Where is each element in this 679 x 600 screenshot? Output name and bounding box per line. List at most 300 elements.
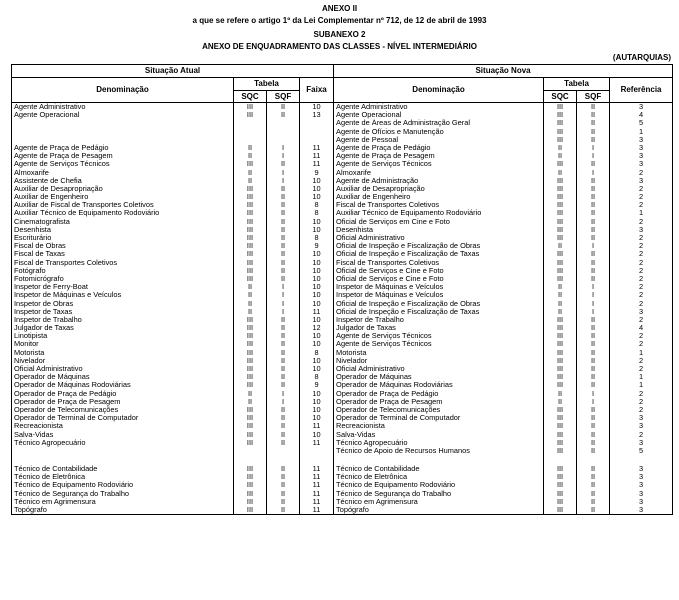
table-row (12, 398, 673, 406)
table-row (12, 357, 673, 365)
annex-subtitle: a que se refere o artigo 1º da Lei Complementar nº 712, de 12 de abril de 1993 (192, 16, 487, 25)
table-body (12, 103, 673, 515)
new-denomination: Inspetor de Trabalho (334, 316, 544, 324)
table-row (12, 414, 673, 422)
document-title: ANEXO DE ENQUADRAMENTO DAS CLASSES - NÍVEL INTERMEDIÁRIO (202, 42, 477, 51)
new-sqc: III (544, 365, 577, 373)
current-sqc: III (234, 193, 267, 201)
table-row (12, 465, 673, 473)
new-reference: 3 (610, 473, 673, 481)
current-range: 8 (300, 234, 334, 242)
table-row (12, 390, 673, 398)
new-sqf: II (577, 481, 610, 489)
new-sqc: III (544, 259, 577, 267)
new-sqf: II (577, 218, 610, 226)
current-denomination: Salva-Vidas (12, 431, 234, 439)
current-sqc: III (234, 160, 267, 168)
table-row (12, 218, 673, 226)
new-reference: 1 (610, 381, 673, 389)
new-denomination: Motorista (334, 349, 544, 357)
current-denomination: Operador de Máquinas Rodoviárias (12, 381, 234, 389)
current-range: 8 (300, 349, 334, 357)
current-denomination: Inspetor de Taxas (12, 308, 234, 316)
new-sqc: III (544, 506, 577, 515)
table-row (12, 234, 673, 242)
current-sqc: II (234, 300, 267, 308)
current-sqf: I (267, 291, 300, 299)
new-reference: 3 (610, 103, 673, 112)
new-denomination: Inspetor de Máquinas e Veículos (334, 291, 544, 299)
table-row (12, 185, 673, 193)
current-sqc: III (234, 226, 267, 234)
new-sqf: II (577, 332, 610, 340)
new-denomination: Agente de Praça de Pesagem (334, 152, 544, 160)
current-denomination: Técnico Agropecuário (12, 439, 234, 447)
current-range: 10 (300, 357, 334, 365)
current-denomination: Auxiliar Técnico de Equipamento Rodoviário (12, 209, 234, 217)
new-reference: 3 (610, 506, 673, 515)
current-sqc: II (234, 291, 267, 299)
current-sqc-header: SQC (234, 91, 267, 103)
new-denomination: Salva-Vidas (334, 431, 544, 439)
table-row (12, 160, 673, 168)
current-denomination: Auxiliar de Engenheiro (12, 193, 234, 201)
new-sqf: I (577, 283, 610, 291)
current-range: 11 (300, 465, 334, 473)
current-denomination: Inspetor de Obras (12, 300, 234, 308)
current-sqc (234, 447, 267, 455)
current-sqc: III (234, 381, 267, 389)
current-sqf (267, 455, 300, 465)
current-sqf: I (267, 300, 300, 308)
new-denomination: Agente de Serviços Técnicos (334, 332, 544, 340)
table-row (12, 308, 673, 316)
new-sqc-header: SQC (544, 91, 577, 103)
current-sqf: II (267, 201, 300, 209)
new-denomination: Operador de Máquinas Rodoviárias (334, 381, 544, 389)
new-denomination: Agente de Áreas de Administração Geral (334, 119, 544, 127)
new-denomination: Oficial Administrativo (334, 234, 544, 242)
new-sqc: III (544, 209, 577, 217)
current-denomination: Nivelador (12, 357, 234, 365)
new-sqc: II (544, 169, 577, 177)
new-reference: 3 (610, 490, 673, 498)
current-sqc (234, 128, 267, 136)
current-denomination: Auxiliar de Desapropriação (12, 185, 234, 193)
new-reference: 3 (610, 481, 673, 489)
current-sqf: I (267, 169, 300, 177)
new-sqc (544, 455, 577, 465)
current-denomination: Topógrafo (12, 506, 234, 515)
new-reference: 2 (610, 398, 673, 406)
new-denomination: Agente Administrativo (334, 103, 544, 112)
current-sqf: II (267, 242, 300, 250)
new-reference: 3 (610, 439, 673, 447)
current-denomination: Técnico de Segurança do Trabalho (12, 490, 234, 498)
table-row (12, 455, 673, 465)
current-sqc: III (234, 373, 267, 381)
new-reference: 2 (610, 357, 673, 365)
new-reference: 3 (610, 308, 673, 316)
new-denomination: Auxiliar de Desapropriação (334, 185, 544, 193)
new-reference: 1 (610, 209, 673, 217)
table-row (12, 193, 673, 201)
new-denomination-header: Denominação (334, 78, 544, 103)
current-sqf: II (267, 160, 300, 168)
new-sqc: III (544, 234, 577, 242)
new-sqf: II (577, 414, 610, 422)
new-sqc: III (544, 340, 577, 348)
new-sqf: II (577, 340, 610, 348)
new-reference: 3 (610, 152, 673, 160)
current-range: 11 (300, 481, 334, 489)
current-range: 10 (300, 316, 334, 324)
current-sqc: III (234, 414, 267, 422)
new-sqc: III (544, 185, 577, 193)
current-range: 9 (300, 242, 334, 250)
current-sqf: I (267, 308, 300, 316)
new-sqf: I (577, 144, 610, 152)
new-sqf: II (577, 431, 610, 439)
current-denomination: Operador de Praça de Pesagem (12, 398, 234, 406)
new-sqf: II (577, 439, 610, 447)
new-sqc: III (544, 119, 577, 127)
new-sqf: II (577, 160, 610, 168)
current-range: 10 (300, 414, 334, 422)
current-range: 11 (300, 473, 334, 481)
new-reference: 2 (610, 275, 673, 283)
new-sqf: II (577, 447, 610, 455)
new-sqc: II (544, 291, 577, 299)
new-sqf: II (577, 103, 610, 112)
new-denomination: Técnico Agropecuário (334, 439, 544, 447)
current-sqc: III (234, 111, 267, 119)
new-reference: 2 (610, 340, 673, 348)
current-range: 11 (300, 498, 334, 506)
current-situation-header: Situação Atual (12, 65, 334, 78)
new-reference: 2 (610, 291, 673, 299)
current-sqc: III (234, 365, 267, 373)
new-sqf: II (577, 316, 610, 324)
new-reference: 2 (610, 300, 673, 308)
new-sqf: II (577, 193, 610, 201)
current-sqc: II (234, 390, 267, 398)
current-sqf: II (267, 226, 300, 234)
current-sqf: II (267, 234, 300, 242)
current-sqc: II (234, 398, 267, 406)
current-range: 10 (300, 177, 334, 185)
current-denomination: Fiscal de Transportes Coletivos (12, 259, 234, 267)
current-sqc: III (234, 465, 267, 473)
table-row (12, 431, 673, 439)
new-sqf: II (577, 128, 610, 136)
current-range: 8 (300, 201, 334, 209)
new-sqf: I (577, 152, 610, 160)
new-sqc: III (544, 160, 577, 168)
new-denomination: Fiscal de Transportes Coletivos (334, 201, 544, 209)
current-denomination: Técnico de Eletrônica (12, 473, 234, 481)
new-reference: 2 (610, 201, 673, 209)
table-row (12, 291, 673, 299)
current-sqf: II (267, 332, 300, 340)
new-sqc: III (544, 439, 577, 447)
new-denomination: Agente de Administração (334, 177, 544, 185)
current-sqc: III (234, 439, 267, 447)
new-reference: 5 (610, 447, 673, 455)
current-range (300, 447, 334, 455)
current-denomination-header: Denominação (12, 78, 234, 103)
new-reference: 3 (610, 422, 673, 430)
new-sqc: II (544, 398, 577, 406)
new-reference: 3 (610, 136, 673, 144)
new-sqf: I (577, 300, 610, 308)
current-sqf: II (267, 218, 300, 226)
new-sqf: I (577, 398, 610, 406)
new-denomination: Oficial de Serviços e Cine e Foto (334, 275, 544, 283)
current-range (300, 455, 334, 465)
new-reference: 4 (610, 111, 673, 119)
current-sqc: III (234, 234, 267, 242)
new-denomination: Agente de Serviços Técnicos (334, 340, 544, 348)
new-denomination: Agente Operacional (334, 111, 544, 119)
current-sqc: III (234, 357, 267, 365)
new-reference: 3 (610, 226, 673, 234)
new-reference: 2 (610, 250, 673, 258)
current-sqc: III (234, 506, 267, 515)
current-sqf: II (267, 324, 300, 332)
new-sqc: III (544, 332, 577, 340)
current-sqc: III (234, 324, 267, 332)
current-sqc: III (234, 218, 267, 226)
current-sqf: II (267, 490, 300, 498)
current-denomination: Inspetor de Ferry-Boat (12, 283, 234, 291)
table-row (12, 209, 673, 217)
subannex-title: SUBANEXO 2 (313, 30, 366, 39)
new-reference: 2 (610, 169, 673, 177)
current-sqc: III (234, 473, 267, 481)
table-row (12, 439, 673, 447)
current-sqc: II (234, 283, 267, 291)
current-denomination (12, 455, 234, 465)
new-reference: 3 (610, 498, 673, 506)
new-denomination: Operador de Praça de Pesagem (334, 398, 544, 406)
current-range: 11 (300, 160, 334, 168)
new-reference: 1 (610, 373, 673, 381)
current-sqf: II (267, 111, 300, 119)
new-denomination: Técnico de Equipamento Rodoviário (334, 481, 544, 489)
current-denomination: Almoxarife (12, 169, 234, 177)
current-denomination: Inspetor de Trabalho (12, 316, 234, 324)
scope-label: (AUTARQUIAS) (612, 53, 671, 62)
current-sqf: I (267, 177, 300, 185)
new-sqc: II (544, 308, 577, 316)
range-header: Faixa (300, 78, 334, 103)
current-range: 10 (300, 365, 334, 373)
current-range: 13 (300, 111, 334, 119)
new-sqf: II (577, 381, 610, 389)
new-sqc: III (544, 373, 577, 381)
current-sqc: III (234, 267, 267, 275)
current-denomination: Julgador de Taxas (12, 324, 234, 332)
new-sqf (577, 455, 610, 465)
new-sqc: III (544, 414, 577, 422)
current-sqf: II (267, 365, 300, 373)
table-row (12, 422, 673, 430)
new-sqc: III (544, 422, 577, 430)
current-sqc: III (234, 201, 267, 209)
current-sqf: II (267, 414, 300, 422)
new-sqc: III (544, 498, 577, 506)
table-row (12, 381, 673, 389)
new-reference: 2 (610, 242, 673, 250)
current-denomination (12, 136, 234, 144)
current-denomination: Inspetor de Máquinas e Veículos (12, 291, 234, 299)
current-sqc: III (234, 431, 267, 439)
new-reference: 2 (610, 193, 673, 201)
new-denomination: Fiscal de Transportes Coletivos (334, 259, 544, 267)
new-sqc: III (544, 103, 577, 112)
table-row (12, 283, 673, 291)
new-sqc: II (544, 242, 577, 250)
new-denomination: Inspetor de Máquinas e Veículos (334, 283, 544, 291)
new-reference: 2 (610, 365, 673, 373)
new-sqf: II (577, 473, 610, 481)
current-denomination: Fotógrafo (12, 267, 234, 275)
current-sqf: II (267, 431, 300, 439)
table-row (12, 119, 673, 127)
table-row (12, 316, 673, 324)
new-reference: 3 (610, 144, 673, 152)
new-reference: 2 (610, 259, 673, 267)
current-sqf: II (267, 103, 300, 112)
new-sqf: II (577, 119, 610, 127)
new-table-header: Tabela (544, 78, 610, 91)
current-range: 10 (300, 218, 334, 226)
current-sqf (267, 128, 300, 136)
new-sqc: III (544, 250, 577, 258)
current-range: 10 (300, 275, 334, 283)
new-sqf: I (577, 308, 610, 316)
current-sqc: III (234, 242, 267, 250)
new-sqf: II (577, 422, 610, 430)
current-denomination: Fiscal de Obras (12, 242, 234, 250)
current-denomination: Recreacionista (12, 422, 234, 430)
current-sqf: II (267, 185, 300, 193)
new-sqf: II (577, 373, 610, 381)
current-sqc: III (234, 250, 267, 258)
table-row (12, 111, 673, 119)
table-row (12, 324, 673, 332)
current-denomination: Assistente de Chefia (12, 177, 234, 185)
current-denomination: Agente Operacional (12, 111, 234, 119)
current-range: 10 (300, 103, 334, 112)
current-range: 10 (300, 283, 334, 291)
new-reference: 3 (610, 465, 673, 473)
current-denomination: Agente de Praça de Pedágio (12, 144, 234, 152)
current-denomination: Agente de Praça de Pesagem (12, 152, 234, 160)
current-sqc (234, 119, 267, 127)
new-denomination: Técnico em Agrimensura (334, 498, 544, 506)
new-denomination: Técnico de Eletrônica (334, 473, 544, 481)
current-denomination: Fiscal de Taxas (12, 250, 234, 258)
new-sqf: I (577, 390, 610, 398)
current-range: 10 (300, 390, 334, 398)
current-denomination (12, 119, 234, 127)
new-reference: 4 (610, 324, 673, 332)
current-sqf: I (267, 283, 300, 291)
current-sqf: II (267, 481, 300, 489)
current-sqf (267, 119, 300, 127)
current-range: 11 (300, 439, 334, 447)
current-range: 10 (300, 185, 334, 193)
new-reference: 2 (610, 234, 673, 242)
new-sqc: III (544, 193, 577, 201)
current-range (300, 128, 334, 136)
new-situation-header: Situação Nova (334, 65, 673, 78)
current-range: 8 (300, 373, 334, 381)
reference-header: Referência (610, 78, 673, 103)
current-sqc: III (234, 422, 267, 430)
new-denomination: Oficial de Serviços em Cine e Foto (334, 218, 544, 226)
new-sqc: III (544, 324, 577, 332)
table-row (12, 250, 673, 258)
current-range: 10 (300, 259, 334, 267)
current-sqf: I (267, 390, 300, 398)
new-reference: 2 (610, 267, 673, 275)
current-denomination: Operador de Praça de Pedágio (12, 390, 234, 398)
current-range: 10 (300, 300, 334, 308)
new-denomination: Operador de Telecomunicações (334, 406, 544, 414)
current-sqc: II (234, 169, 267, 177)
current-denomination: Linotipista (12, 332, 234, 340)
new-denomination: Técnico de Apoio de Recursos Humanos (334, 447, 544, 455)
current-sqc: III (234, 209, 267, 217)
current-range: 10 (300, 250, 334, 258)
new-sqf: II (577, 365, 610, 373)
new-sqc: III (544, 431, 577, 439)
new-sqf: II (577, 177, 610, 185)
current-denomination: Auxiliar de Fiscal de Transportes Coletivos (12, 201, 234, 209)
new-sqc: III (544, 267, 577, 275)
current-sqc: III (234, 481, 267, 489)
new-denomination: Agente de Serviços Técnicos (334, 160, 544, 168)
new-sqc: III (544, 381, 577, 389)
current-sqc: III (234, 490, 267, 498)
current-sqf (267, 136, 300, 144)
new-sqf-header: SQF (577, 91, 610, 103)
current-sqf: II (267, 381, 300, 389)
current-sqf (267, 447, 300, 455)
current-denomination (12, 447, 234, 455)
current-sqc: II (234, 144, 267, 152)
current-range: 10 (300, 226, 334, 234)
current-range: 8 (300, 209, 334, 217)
current-denomination: Operador de Telecomunicações (12, 406, 234, 414)
new-sqc: III (544, 177, 577, 185)
new-sqc: II (544, 300, 577, 308)
new-reference: 3 (610, 414, 673, 422)
new-sqc: III (544, 481, 577, 489)
new-denomination: Almoxarife (334, 169, 544, 177)
table-row (12, 349, 673, 357)
table-row (12, 128, 673, 136)
new-reference: 3 (610, 177, 673, 185)
current-sqf: II (267, 498, 300, 506)
current-denomination: Motorista (12, 349, 234, 357)
current-range: 12 (300, 324, 334, 332)
current-range: 11 (300, 422, 334, 430)
current-sqf: II (267, 193, 300, 201)
